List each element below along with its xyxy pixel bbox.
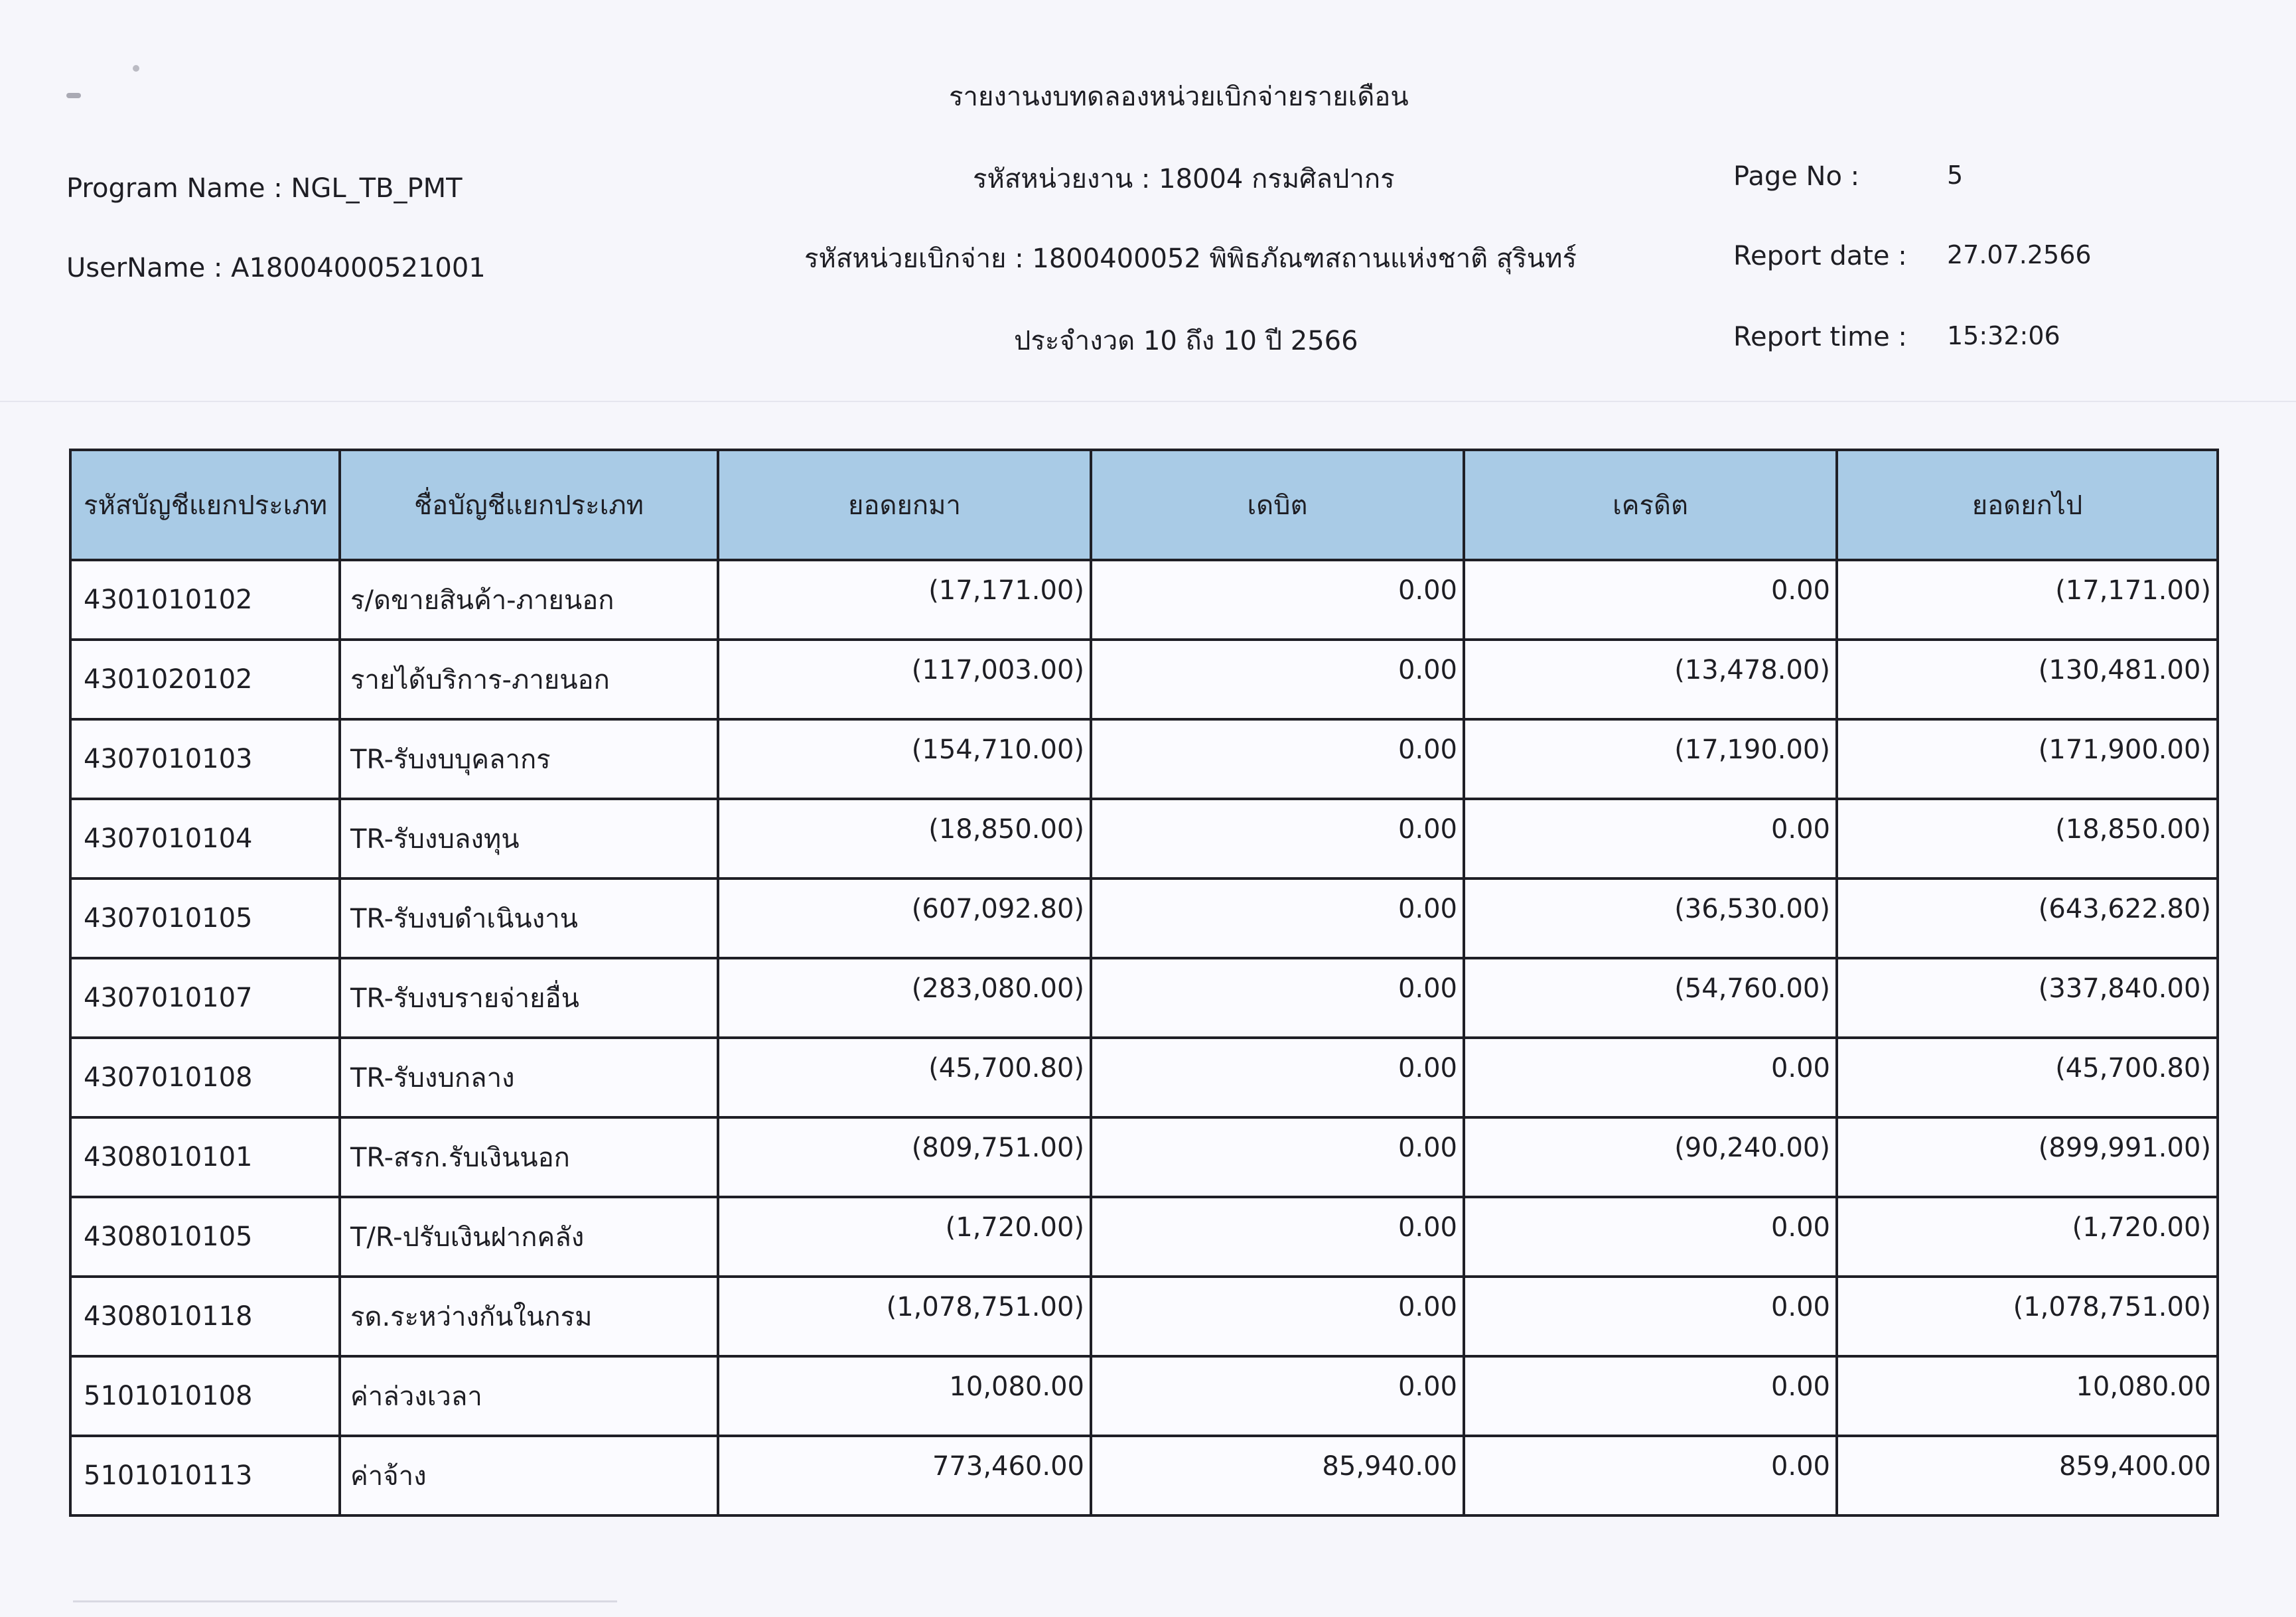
- credit-cell-value: 0.00: [1770, 575, 1830, 606]
- brought-forward-cell-value: 10,080.00: [949, 1371, 1084, 1402]
- debit-cell: [1091, 719, 1464, 799]
- carried-forward-cell: [1837, 1277, 2218, 1356]
- brought-forward-cell-value: (45,700.80): [928, 1053, 1084, 1084]
- column-header-brought-forward: ยอดยกมา: [718, 450, 1091, 560]
- brought-forward-cell: [718, 879, 1091, 958]
- account-name-cell: T/R-ปรับเงินฝากคลัง: [340, 1197, 718, 1277]
- table-header-row: [70, 450, 2218, 560]
- table-row: [70, 1356, 2218, 1436]
- column-header-account-name: ชื่อบัญชีแยกประเภท: [340, 450, 718, 560]
- carried-forward-cell: [1837, 1117, 2218, 1197]
- credit-cell-value: (54,760.00): [1674, 973, 1830, 1004]
- carried-forward-cell: [1837, 879, 2218, 958]
- carried-forward-cell-value: 859,400.00: [2058, 1451, 2211, 1482]
- account-name-cell: TR-รับงบรายจ่ายอื่น: [340, 958, 718, 1038]
- carried-forward-cell: [1837, 1197, 2218, 1277]
- table-row: [70, 1436, 2218, 1515]
- credit-cell: [1464, 1197, 1837, 1277]
- column-header-credit: เครดิต: [1464, 450, 1837, 560]
- debit-cell-value: 0.00: [1398, 1292, 1457, 1322]
- scan-speck: [66, 93, 81, 98]
- credit-cell: [1464, 1277, 1837, 1356]
- carried-forward-cell: [1837, 640, 2218, 719]
- account-code-cell: 4307010104: [70, 799, 340, 879]
- brought-forward-cell-value: (607,092.80): [911, 894, 1084, 924]
- carried-forward-cell: [1837, 958, 2218, 1038]
- brought-forward-cell-value: (283,080.00): [911, 973, 1084, 1004]
- debit-cell-value: 0.00: [1398, 973, 1457, 1004]
- carried-forward-cell-value: (18,850.00): [2055, 814, 2211, 845]
- disbursing-unit: รหัสหน่วยเบิกจ่าย : 1800400052 พิพิธภัณฑสถานแห่งชาติ สุรินทร์: [804, 244, 1577, 274]
- credit-cell-value: (13,478.00): [1674, 655, 1830, 685]
- report-date-value: 27.07.2566: [1947, 240, 2092, 269]
- table-row: [70, 640, 2218, 719]
- account-name-cell: TR-รับงบบุคลากร: [340, 719, 718, 799]
- debit-cell: [1091, 1197, 1464, 1277]
- brought-forward-cell: [718, 1356, 1091, 1436]
- account-name-cell: TR-รับงบลงทุน: [340, 799, 718, 879]
- credit-cell: [1464, 879, 1837, 958]
- account-code-cell: 4308010101: [70, 1117, 340, 1197]
- brought-forward-cell-value: (18,850.00): [928, 814, 1084, 845]
- carried-forward-cell-value: (337,840.00): [2038, 973, 2211, 1004]
- credit-cell-value: 0.00: [1770, 814, 1830, 845]
- credit-cell: [1464, 1117, 1837, 1197]
- brought-forward-cell: [718, 719, 1091, 799]
- page-no-value: 5: [1947, 161, 1964, 190]
- debit-cell: [1091, 879, 1464, 958]
- table-row: [70, 1038, 2218, 1117]
- brought-forward-cell: [718, 1117, 1091, 1197]
- brought-forward-cell-value: (17,171.00): [928, 575, 1084, 606]
- credit-cell-value: (36,530.00): [1674, 894, 1830, 924]
- brought-forward-cell: [718, 560, 1091, 640]
- carried-forward-cell: [1837, 719, 2218, 799]
- footer-rule: [73, 1600, 617, 1602]
- report-date-label: Report date :: [1733, 241, 1907, 271]
- account-code-cell: 4307010107: [70, 958, 340, 1038]
- debit-cell: [1091, 1277, 1464, 1356]
- page-no-label: Page No :: [1733, 161, 1860, 192]
- brought-forward-cell: [718, 799, 1091, 879]
- program-name: Program Name : NGL_TB_PMT: [66, 173, 463, 204]
- brought-forward-cell: [718, 958, 1091, 1038]
- table-row: [70, 1197, 2218, 1277]
- credit-cell-value: 0.00: [1770, 1053, 1830, 1084]
- credit-cell: [1464, 1436, 1837, 1515]
- table-row: [70, 879, 2218, 958]
- account-code-cell: 4307010103: [70, 719, 340, 799]
- report-title: รายงานงบทดลองหน่วยเบิกจ่ายรายเดือน: [949, 82, 1409, 112]
- carried-forward-cell-value: (130,481.00): [2038, 655, 2211, 685]
- debit-cell: [1091, 1356, 1464, 1436]
- report-time-value: 15:32:06: [1947, 321, 2060, 350]
- debit-cell-value: 0.00: [1398, 1371, 1457, 1402]
- brought-forward-cell: [718, 640, 1091, 719]
- column-header-account-code: รหัสบัญชีแยกประเภท: [70, 450, 340, 560]
- table-row: [70, 799, 2218, 879]
- account-name-cell: รด.ระหว่างกันในกรม: [340, 1277, 718, 1356]
- debit-cell-value: 0.00: [1398, 1053, 1457, 1084]
- brought-forward-cell-value: 773,460.00: [932, 1451, 1084, 1482]
- carried-forward-cell-value: (643,622.80): [2038, 894, 2211, 924]
- credit-cell-value: 0.00: [1770, 1451, 1830, 1482]
- debit-cell: [1091, 1038, 1464, 1117]
- report-period: ประจำงวด 10 ถึง 10 ปี 2566: [1014, 326, 1358, 356]
- credit-cell-value: 0.00: [1770, 1212, 1830, 1243]
- brought-forward-cell: [718, 1436, 1091, 1515]
- carried-forward-cell-value: (1,078,751.00): [2013, 1292, 2211, 1322]
- table-row: [70, 560, 2218, 640]
- debit-cell: [1091, 560, 1464, 640]
- scan-speck: [133, 65, 139, 72]
- carried-forward-cell-value: (1,720.00): [2072, 1212, 2211, 1243]
- column-header-debit: เดบิต: [1091, 450, 1464, 560]
- carried-forward-cell: [1837, 1436, 2218, 1515]
- table-row: [70, 1117, 2218, 1197]
- account-code-cell: 4301020102: [70, 640, 340, 719]
- account-code-cell: 4301010102: [70, 560, 340, 640]
- credit-cell-value: (90,240.00): [1674, 1133, 1830, 1163]
- debit-cell: [1091, 1117, 1464, 1197]
- carried-forward-cell: [1837, 560, 2218, 640]
- debit-cell: [1091, 640, 1464, 719]
- account-code-cell: 5101010113: [70, 1436, 340, 1515]
- debit-cell: [1091, 799, 1464, 879]
- brought-forward-cell-value: (117,003.00): [911, 655, 1084, 685]
- account-code-cell: 4307010105: [70, 879, 340, 958]
- account-name-cell: TR-สรก.รับเงินนอก: [340, 1117, 718, 1197]
- table-row: [70, 958, 2218, 1038]
- agency-code: รหัสหน่วยงาน : 18004 กรมศิลปากร: [973, 164, 1395, 194]
- account-name-cell: TR-รับงบดำเนินงาน: [340, 879, 718, 958]
- table-row: [70, 1277, 2218, 1356]
- account-name-cell: ร/ดขายสินค้า-ภายนอก: [340, 560, 718, 640]
- debit-cell-value: 0.00: [1398, 655, 1457, 685]
- credit-cell: [1464, 1038, 1837, 1117]
- debit-cell-value: 0.00: [1398, 735, 1457, 765]
- account-code-cell: 5101010108: [70, 1356, 340, 1436]
- credit-cell: [1464, 1356, 1837, 1436]
- debit-cell-value: 0.00: [1398, 575, 1457, 606]
- debit-cell-value: 0.00: [1398, 814, 1457, 845]
- brought-forward-cell-value: (809,751.00): [911, 1133, 1084, 1163]
- credit-cell: [1464, 640, 1837, 719]
- carried-forward-cell: [1837, 1038, 2218, 1117]
- report-time-label: Report time :: [1733, 322, 1907, 352]
- brought-forward-cell-value: (1,720.00): [945, 1212, 1084, 1243]
- account-name-cell: รายได้บริการ-ภายนอก: [340, 640, 718, 719]
- credit-cell: [1464, 799, 1837, 879]
- brought-forward-cell-value: (1,078,751.00): [886, 1292, 1084, 1322]
- carried-forward-cell-value: (45,700.80): [2055, 1053, 2211, 1084]
- brought-forward-cell: [718, 1038, 1091, 1117]
- account-code-cell: 4308010118: [70, 1277, 340, 1356]
- column-header-carried-forward: ยอดยกไป: [1837, 450, 2218, 560]
- credit-cell: [1464, 560, 1837, 640]
- carried-forward-cell-value: (17,171.00): [2055, 575, 2211, 606]
- username: UserName : A18004000521001: [66, 253, 486, 283]
- brought-forward-cell: [718, 1197, 1091, 1277]
- credit-cell: [1464, 719, 1837, 799]
- debit-cell: [1091, 958, 1464, 1038]
- account-name-cell: TR-รับงบกลาง: [340, 1038, 718, 1117]
- debit-cell-value: 0.00: [1398, 1212, 1457, 1243]
- debit-cell-value: 0.00: [1398, 1133, 1457, 1163]
- account-name-cell: ค่าล่วงเวลา: [340, 1356, 718, 1436]
- credit-cell: [1464, 958, 1837, 1038]
- debit-cell: [1091, 1436, 1464, 1515]
- carried-forward-cell: [1837, 799, 2218, 879]
- credit-cell-value: 0.00: [1770, 1371, 1830, 1402]
- debit-cell-value: 85,940.00: [1322, 1451, 1457, 1482]
- account-code-cell: 4308010105: [70, 1197, 340, 1277]
- account-name-cell: ค่าจ้าง: [340, 1436, 718, 1515]
- header-divider: [0, 401, 2296, 402]
- credit-cell-value: 0.00: [1770, 1292, 1830, 1322]
- brought-forward-cell: [718, 1277, 1091, 1356]
- trial-balance-table: [69, 449, 2219, 1517]
- carried-forward-cell-value: 10,080.00: [2076, 1371, 2211, 1402]
- debit-cell-value: 0.00: [1398, 894, 1457, 924]
- brought-forward-cell-value: (154,710.00): [911, 735, 1084, 765]
- carried-forward-cell-value: (171,900.00): [2038, 735, 2211, 765]
- carried-forward-cell-value: (899,991.00): [2038, 1133, 2211, 1163]
- credit-cell-value: (17,190.00): [1674, 735, 1830, 765]
- carried-forward-cell: [1837, 1356, 2218, 1436]
- table-row: [70, 719, 2218, 799]
- account-code-cell: 4307010108: [70, 1038, 340, 1117]
